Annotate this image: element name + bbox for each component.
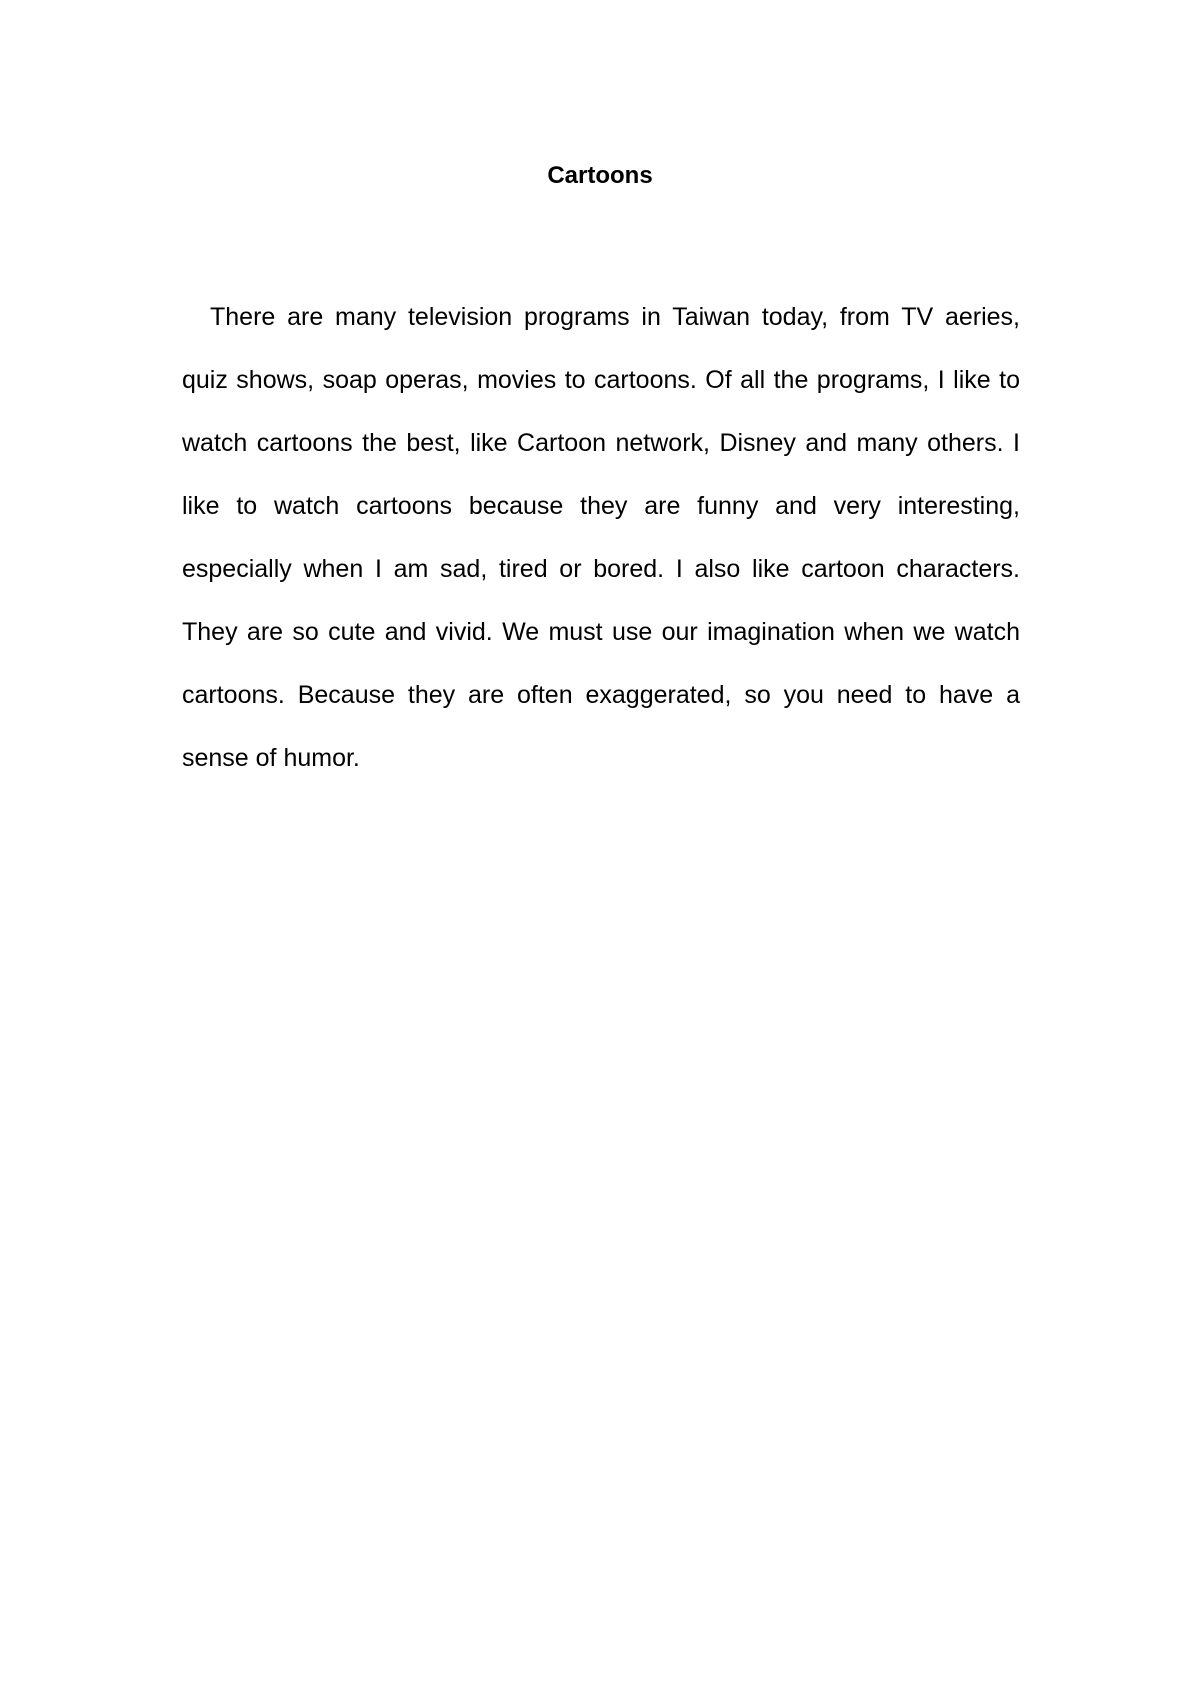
body-paragraph: There are many television programs in Taiwan today, from TV aeries, quiz shows, soap operas, movies to cartoons. Of all the programs, I like to watch cartoons the best, like Cartoon network, Disney and many others. I like to watch cartoons because they are funny and very interesting, especially when I am sad, tired or bored. I also like cartoon characters. They are so cute and vivid. We must use our imagination when we watch cartoons. Because they are often exaggerated, so you need to have a sense of humor. (182, 303, 1020, 772)
document-title: Cartoons (547, 162, 653, 189)
